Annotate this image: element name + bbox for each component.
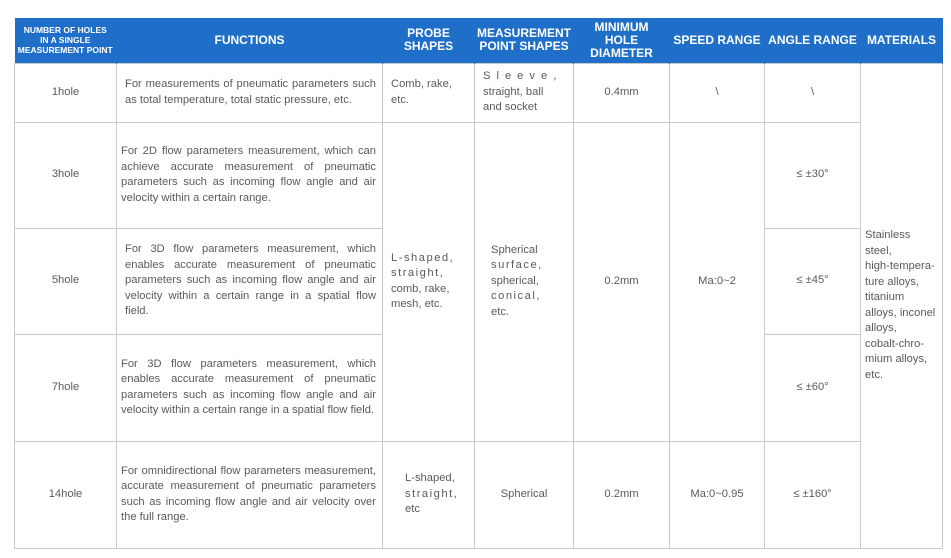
- function-cell: For omnidirectional flow parameters measurement, accurate measurement of pneumatic parameters such as incoming flow angle and air velocity over the full range.: [117, 441, 383, 548]
- header-row: [15, 18, 943, 63]
- header-holes: NUMBER OF HOLES IN A SINGLE MEASUREMENT POINT: [15, 18, 117, 63]
- angle-range-cell: ≤ ±160°: [765, 441, 861, 548]
- holes-cell: 14hole: [15, 441, 117, 548]
- materials-cell: Stainless steel, high-tempera- ture alloys, titanium alloys, inconel alloys, cobalt-chro- mium alloys, etc.: [861, 63, 943, 548]
- min-hole-diameter-cell: 0.2mm: [574, 441, 670, 548]
- measurement-point-shapes-cell: Spherical: [475, 441, 574, 548]
- header-materials: MATERIALS: [861, 18, 943, 63]
- header-speed-range: SPEED RANGE: [670, 18, 765, 63]
- angle-range-cell: ≤ ±30°: [765, 122, 861, 228]
- function-cell: For measurements of pneumatic parameters such as total temperature, total static pressure, etc.: [117, 63, 383, 122]
- header-angle-range: ANGLE RANGE: [765, 18, 861, 63]
- measurement-point-shapes-cell: Spherical surface, spherical, conical, etc.: [475, 122, 574, 441]
- table-row: [15, 122, 943, 228]
- function-cell: For 3D flow parameters measurement, which enables accurate measurement of pneumatic parameters such as incoming flow angle and air velocity within a certain range in a spatial flow field.: [117, 228, 383, 334]
- header-measurement-point-shapes: MEASUREMENT POINT SHAPES: [475, 18, 574, 63]
- speed-range-cell: Ma:0~2: [670, 122, 765, 441]
- header-functions: FUNCTIONS: [117, 18, 383, 63]
- measurement-point-shapes-cell: Sleeve, straight, ball and socket: [475, 63, 574, 122]
- table-row: [15, 441, 943, 548]
- angle-range-cell: \: [765, 63, 861, 122]
- speed-range-cell: Ma:0~0.95: [670, 441, 765, 548]
- holes-cell: 7hole: [15, 334, 117, 441]
- min-hole-diameter-cell: 0.2mm: [574, 122, 670, 441]
- probe-specification-table: [14, 18, 943, 549]
- angle-range-cell: ≤ ±60°: [765, 334, 861, 441]
- table-row: [15, 63, 943, 122]
- angle-range-cell: ≤ ±45°: [765, 228, 861, 334]
- probe-shapes-cell: Comb, rake, etc.: [383, 63, 475, 122]
- function-cell: For 2D flow parameters measurement, which can achieve accurate measurement of pneumatic parameters such as incoming flow angle and air velocity within a certain range.: [117, 122, 383, 228]
- header-probe-shapes: PROBE SHAPES: [383, 18, 475, 63]
- min-hole-diameter-cell: 0.4mm: [574, 63, 670, 122]
- probe-shapes-cell: L-shaped, straight, etc: [383, 441, 475, 548]
- header-min-hole-diameter: MINIMUM HOLE DIAMETER: [574, 18, 670, 63]
- holes-cell: 3hole: [15, 122, 117, 228]
- probe-shapes-cell: L-shaped, straight, comb, rake, mesh, etc.: [383, 122, 475, 441]
- holes-cell: 1hole: [15, 63, 117, 122]
- function-cell: For 3D flow parameters measurement, which enables accurate measurement of pneumatic parameters such as incoming flow angle and air velocity within a certain range in a spatial flow field.: [117, 334, 383, 441]
- holes-cell: 5hole: [15, 228, 117, 334]
- speed-range-cell: \: [670, 63, 765, 122]
